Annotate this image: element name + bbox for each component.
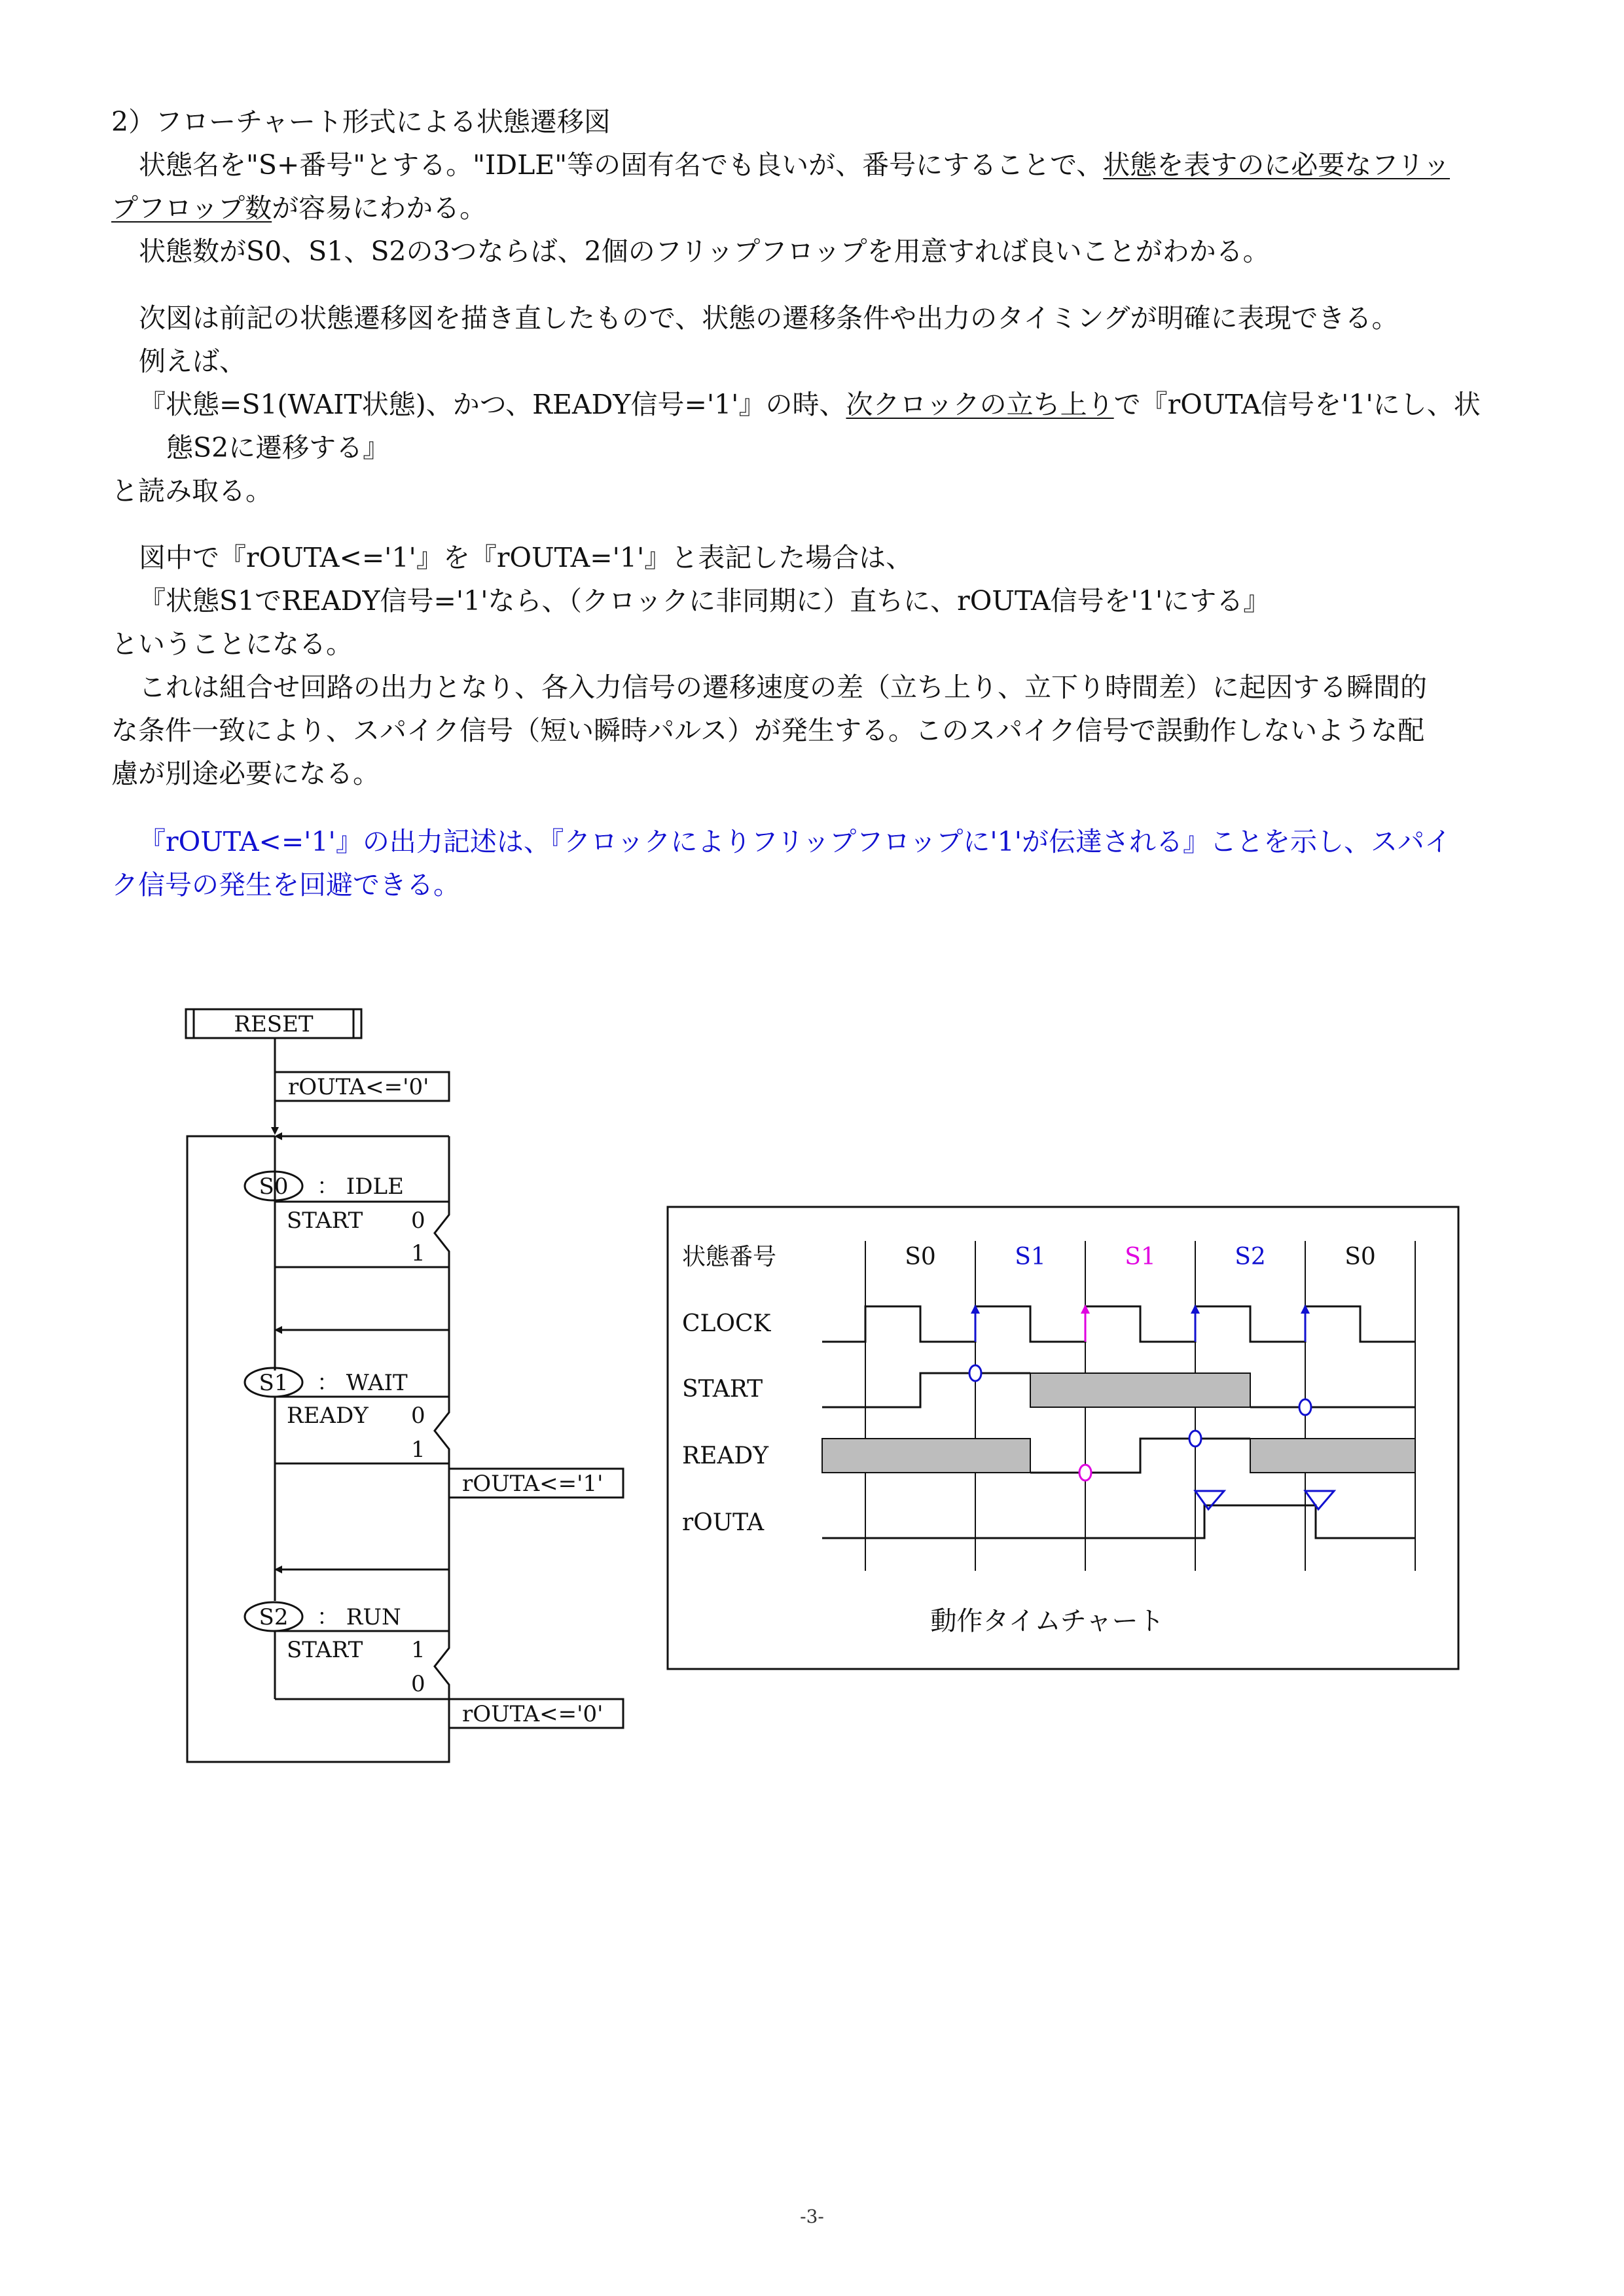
- s1-label: S1: [259, 1370, 289, 1396]
- reset-output-label: rOUTA<='0': [288, 1074, 429, 1100]
- row-label-clock: CLOCK: [682, 1310, 771, 1337]
- s0-value-0: 0: [411, 1208, 425, 1234]
- section-heading: 2）フローチャート形式による状態遷移図: [111, 106, 611, 137]
- s1-value-1: 1: [411, 1437, 425, 1463]
- paragraph-note-blue-1: 『rOUTA<='1'』の出力記述は、『クロックによりフリップフロップに'1'が伝達される』ことを示し、スパイ: [139, 826, 1452, 857]
- sample-point: [969, 1365, 981, 1381]
- paragraph-quote: 『状態=S1(WAIT状態)、かつ、READY信号='1'』の時、次クロックの立ち上りで『rOUTA信号を'1'にし、状: [139, 389, 1481, 420]
- clock-waveform: [822, 1306, 1415, 1342]
- paragraph-read: と読み取る。: [111, 475, 272, 507]
- s0-value-1: 1: [411, 1240, 425, 1266]
- paragraph-spike-2: な条件一致により、スパイク信号（短い瞬時パルス）が発生する。このスパイク信号で誤動作しないような配: [111, 715, 1425, 746]
- paragraph-notation: 図中で『rOUTA<='1'』を『rOUTA='1'』と表記した場合は、: [139, 542, 913, 573]
- s0-label: S0: [259, 1174, 289, 1200]
- s2-value-1: 0: [411, 1671, 425, 1697]
- row-label-routa: rOUTA: [682, 1509, 765, 1536]
- paragraph-note-blue-2: ク信号の発生を回避できる。: [111, 869, 460, 901]
- paragraph-example: 例えば、: [139, 346, 246, 377]
- s0-name: ： IDLE: [317, 1174, 404, 1200]
- reset-label: RESET: [234, 1011, 314, 1037]
- paragraph-async-quote: 『状態S1でREADY信号='1'なら、（クロックに非同期に）直ちに、rOUTA信号を'1'にする』: [139, 585, 1271, 617]
- s2-output-label: rOUTA<='0': [462, 1701, 604, 1727]
- s2-name: ： RUN: [317, 1604, 401, 1630]
- state-label-2: S1: [1125, 1244, 1156, 1270]
- row-label-state: 状態番号: [682, 1244, 777, 1270]
- s1-output-label: rOUTA<='1': [462, 1471, 604, 1497]
- s1-name: ： WAIT: [317, 1370, 408, 1396]
- paragraph-result: ということになる。: [111, 628, 353, 660]
- s2-value-0: 1: [411, 1637, 425, 1663]
- s2-label: S2: [259, 1604, 289, 1630]
- paragraph-redraw: 次図は前記の状態遷移図を描き直したもので、状態の遷移条件や出力のタイミングが明確に表現できる。: [139, 302, 1399, 334]
- s1-input: READY: [287, 1403, 369, 1429]
- state-label-4: S0: [1344, 1244, 1376, 1270]
- page-number: -3-: [800, 2206, 824, 2227]
- sample-point: [1299, 1399, 1311, 1415]
- paragraph-spike-1: これは組合せ回路の出力となり、各入力信号の遷移速度の差（立ち上り、立下り時間差）に起因する瞬間的: [139, 672, 1427, 703]
- ready-hatched-interval-1: [822, 1439, 1030, 1473]
- routa-delay-marker-2: [1305, 1491, 1334, 1509]
- sample-point-magenta: [1079, 1465, 1091, 1480]
- paragraph-state-name-cont: プフロップ数が容易にわかる。: [111, 192, 487, 224]
- sample-point: [1189, 1431, 1201, 1446]
- timing-chart-caption: 動作タイムチャート: [930, 1606, 1164, 1636]
- ready-hatched-interval-2: [1250, 1439, 1415, 1473]
- paragraph-quote-cont: 態S2に遷移する』: [166, 432, 390, 463]
- routa-delay-marker-1: [1195, 1491, 1224, 1509]
- s0-input: START: [287, 1208, 363, 1234]
- start-hatched-interval: [1030, 1373, 1250, 1407]
- state-label-1: S1: [1015, 1244, 1046, 1270]
- state-label-3: S2: [1235, 1244, 1266, 1270]
- s1-value-0: 0: [411, 1403, 425, 1429]
- paragraph-spike-3: 慮が別途必要になる。: [111, 758, 380, 789]
- s2-input: START: [287, 1637, 363, 1663]
- state-label-0: S0: [905, 1244, 936, 1270]
- paragraph-state-name: 状態名を"S+番号"とする。"IDLE"等の固有名でも良いが、番号にすることで、状態を表すのに必要なフリッ: [139, 149, 1450, 181]
- row-label-start: START: [682, 1376, 763, 1403]
- routa-waveform: [822, 1505, 1415, 1538]
- paragraph-state-count: 状態数がS0、S1、S2の3つならば、2個のフリップフロップを用意すれば良いことがわかる。: [139, 236, 1270, 267]
- ready-waveform: [1030, 1439, 1250, 1473]
- row-label-ready: READY: [682, 1443, 769, 1469]
- start-waveform: [822, 1373, 1030, 1407]
